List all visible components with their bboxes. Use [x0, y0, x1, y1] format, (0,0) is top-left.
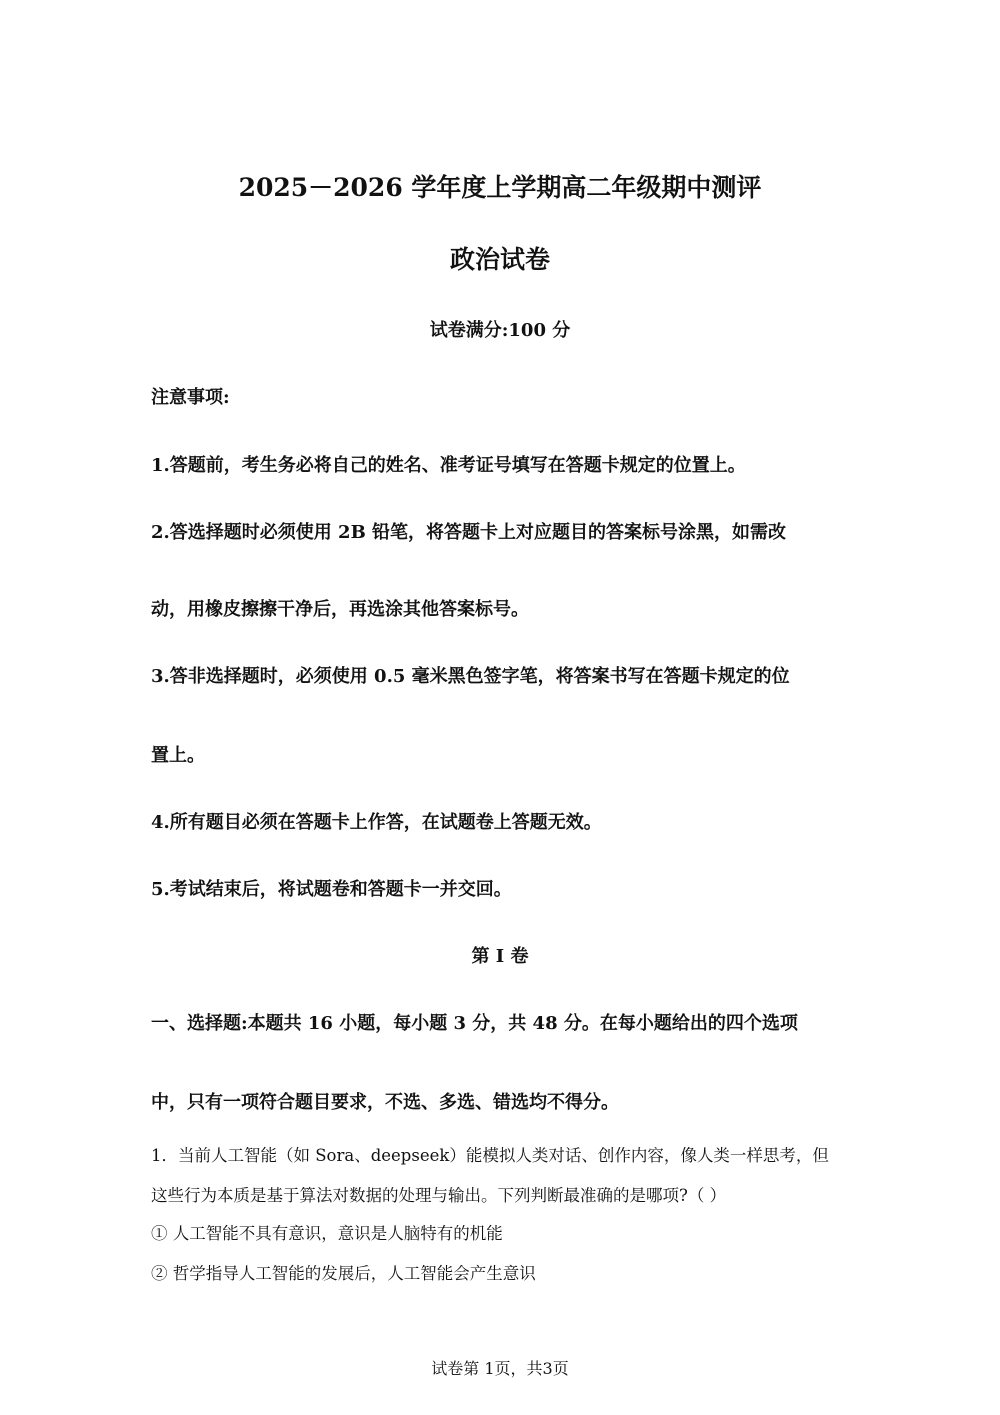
question-1-option-2: ② 哲学指导人工智能的发展后，人工智能会产生意识: [151, 1264, 536, 1283]
notice-line-5: 5.考试结束后，将试题卷和答题卡一并交回。: [151, 879, 512, 900]
notice-line-2: 2.答选择题时必须使用 2B 铅笔，将答题卡上对应题目的答案标号涂黑，如需改: [151, 522, 787, 543]
notice-line-1: 1.答题前，考生务必将自己的姓名、准考证号填写在答题卡规定的位置上。: [151, 455, 746, 476]
full-score: 试卷满分:100 分: [429, 320, 571, 341]
question-1-line-1: 1．当前人工智能（如 Sora、deepseek）能模拟人类对话、创作内容，像人类一样思考，但: [151, 1146, 829, 1165]
section-label: 第 I 卷: [471, 946, 529, 967]
section-instruction-1: 一、选择题:本题共 16 小题，每小题 3 分，共 48 分。在每小题给出的四个选项: [151, 1013, 798, 1034]
notice-line-4: 4.所有题目必须在答题卡上作答，在试题卷上答题无效。: [151, 812, 602, 833]
page-footer: 试卷第 1页，共3页: [431, 1359, 569, 1378]
notice-line-3-cont: 置上。: [151, 745, 205, 766]
notice-heading: 注意事项:: [151, 387, 230, 408]
notice-line-2-cont: 动，用橡皮擦擦干净后，再选涂其他答案标号。: [151, 599, 529, 620]
question-1-option-1: ① 人工智能不具有意识，意识是人脑特有的机能: [151, 1224, 503, 1243]
section-instruction-2: 中，只有一项符合题目要求，不选、多选、错选均不得分。: [151, 1092, 619, 1113]
subject-title: 政治试卷: [449, 245, 550, 274]
question-1-line-2: 这些行为本质是基于算法对数据的处理与输出。下列判断最准确的是哪项?（ ）: [151, 1186, 727, 1205]
page-title: 2025－2026 学年度上学期高二年级期中测评: [238, 173, 762, 202]
notice-line-3: 3.答非选择题时，必须使用 0.5 毫米黑色签字笔，将答案书写在答题卡规定的位: [151, 666, 790, 687]
